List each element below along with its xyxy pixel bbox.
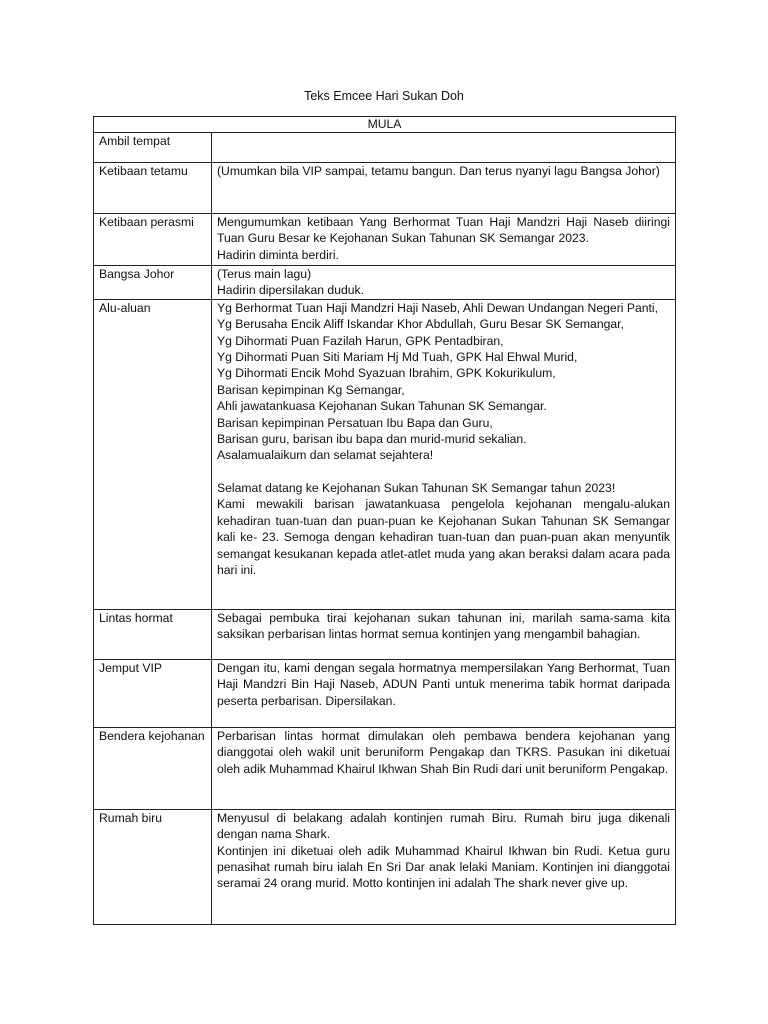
row-paragraph: Selamat datang ke Kejohanan Sukan Tahunan SK Semangar tahun 2023! Kami mewakili barisan jawatankuasa pengelola kejohanan mengalu-alukan kehadiran tuan-tuan dan puan-puan ke Kejohanan Sukan Tahunan SK Semangar kali ke- 23. Semoga dengan kehadiran tuan-tuan dan puan-puan akan menyuntik semangat kesukanan kepada atlet-atlet muda yang akan beraksi dalam acara pada hari ini.: [217, 480, 670, 577]
row-content: [212, 214, 676, 266]
row-content: [212, 659, 676, 727]
row-content: [212, 727, 676, 809]
document-title: Teks Emcee Hari Sukan Doh: [304, 89, 464, 103]
row-content: [212, 163, 676, 214]
table-header-mula: MULA: [94, 117, 676, 133]
table-row-rumah-biru: [94, 809, 676, 924]
table-row-bangsa-johor: [94, 266, 676, 300]
row-label: Ketibaan perasmi: [94, 214, 212, 266]
row-content: [212, 266, 676, 300]
row-content: [212, 809, 676, 924]
emcee-script-table: [93, 116, 676, 925]
row-paragraph: Dengan itu, kami dengan segala hormatnya mempersilakan Yang Berhormat, Tuan Haji Mandzri Bin Haji Naseb, ADUN Panti untuk menerima tabik hormat daripada peserta perbarisan. Dipersilakan.: [217, 660, 670, 708]
row-paragraph: Yg Berhormat Tuan Haji Mandzri Haji Naseb, Ahli Dewan Undangan Negeri Panti, Yg Berusaha Encik Aliff Iskandar Khor Abdullah, Guru Besar SK Semangar, Yg Dihormati Puan Fazilah Harun, GPK Pentadbiran, Yg Dihormati Puan Siti Mariam Hj Md Tuah, GPK Hal Ehwal Murid, Yg Dihormati Encik Mohd Syazuan Ibrahim, GPK Kokurikulum, Barisan kepimpinan Kg Semangar, Ahli jawatankuasa Kejohanan Sukan Tahunan SK Semangar. Barisan kepimpinan Persatuan Ibu Bapa dan Guru, Barisan guru, barisan ibu bapa dan murid-murid sekalian. Asalamualaikum dan selamat sejahtera!: [217, 300, 659, 463]
row-paragraph: (Terus main lagu) Hadirin dipersilakan duduk.: [217, 267, 365, 298]
row-paragraph: Mengumumkan ketibaan Yang Berhormat Tuan Haji Mandzri Haji Naseb diiringi Tuan Guru Besar ke Kejohanan Sukan Tahunan SK Semangar 2023. Hadirin diminta berdiri.: [217, 215, 670, 262]
row-content: [212, 133, 676, 163]
row-paragraph: Menyusul di belakang adalah kontinjen rumah Biru. Rumah biru juga dikenali dengan nama Shark. Kontinjen ini diketuai oleh adik Muhammad Khairul Ikhwan bin Rudi. Ketua guru penasihat rumah biru ialah En Sri Dar anak lelaki Maniam. Kontinjen ini dianggotai seramai 24 orang murid. Motto kontinjen ini adalah The shark never give up.: [217, 810, 670, 891]
row-label: Rumah biru: [94, 809, 212, 924]
row-paragraph: (Umumkan bila VIP sampai, tetamu bangun. Dan terus nyanyi lagu Bangsa Johor): [217, 164, 660, 178]
row-label: Jemput VIP: [94, 659, 212, 727]
row-label: Ketibaan tetamu: [94, 163, 212, 214]
table-row-ketibaan-tetamu: [94, 163, 676, 214]
row-paragraph: Sebagai pembuka tirai kejohanan sukan tahunan ini, marilah sama-sama kita saksikan perbarisan lintas hormat semua kontinjen yang mengambil bahagian.: [217, 610, 670, 642]
row-content: [212, 609, 676, 659]
table-row-jemput-vip: [94, 659, 676, 727]
row-label: Alu-aluan: [94, 299, 212, 609]
row-paragraph: Perbarisan lintas hormat dimulakan oleh pembawa bendera kejohanan yang dianggotai oleh wakil unit beruniform Pengakap dan TKRS. Pasukan ini diketuai oleh adik Muhammad Khairul Ikhwan Shah Bin Rudi dari unit beruniform Pengakap.: [217, 728, 670, 776]
table-row-ambil-tempat: [94, 133, 676, 163]
row-content: [212, 299, 676, 609]
table-row-bendera-kejohanan: [94, 727, 676, 809]
table-header-row: [94, 117, 676, 133]
table-row-lintas-hormat: [94, 609, 676, 659]
row-label: Ambil tempat: [94, 133, 212, 163]
row-label: Lintas hormat: [94, 609, 212, 659]
row-label: Bendera kejohanan: [94, 727, 212, 809]
table-row-alu-aluan: [94, 299, 676, 609]
row-label: Bangsa Johor: [94, 266, 212, 300]
table-row-ketibaan-perasmi: [94, 214, 676, 266]
